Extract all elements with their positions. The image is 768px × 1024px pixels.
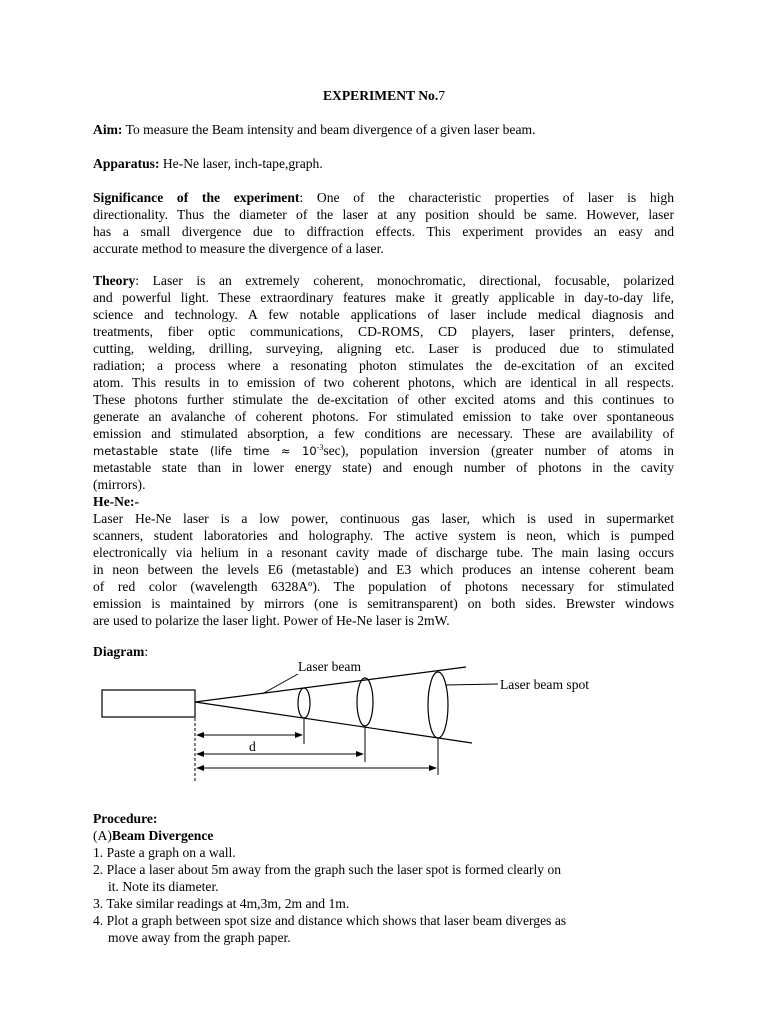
hene-paragraph-line: of red color (wavelength 6328Aº). The population of photons necessary for stimulated xyxy=(93,579,674,594)
procedure-step: 2. Place a laser about 5m away from the graph such the laser spot is formed clearly on xyxy=(93,862,562,877)
procedure-step: 1. Paste a graph on a wall. xyxy=(93,845,236,860)
hene-paragraph-line: in neon between the levels E6 (metastable) and E3 which produces an intense coherent beam xyxy=(93,562,674,577)
theory-paragraph-line: treatments, fiber optic communications, CD-ROMS, CD players, laser printers, defense, xyxy=(93,324,674,339)
procedure-step-continuation: move away from the graph paper. xyxy=(108,930,291,945)
significance-paragraph-line: Significance of the experiment: One of the characteristic properties of laser is high xyxy=(93,190,674,205)
arrowhead xyxy=(196,751,204,757)
procedure-step: 4. Plot a graph between spot size and distance which shows that laser beam diverges as xyxy=(93,913,567,928)
hene-heading: He-Ne:- xyxy=(93,494,140,509)
procedure-subheading: (A)Beam Divergence xyxy=(93,828,214,843)
arrowhead xyxy=(429,765,437,771)
theory-paragraph-line: (mirrors). xyxy=(93,477,146,492)
theory-paragraph-line: radiation; a process where a resonating photon stimulates the de-excitation of an excited xyxy=(93,358,674,373)
procedure-step-continuation: it. Note its diameter. xyxy=(108,879,219,894)
apparatus-line: Apparatus: He-Ne laser, inch-tape,graph. xyxy=(93,156,323,171)
theory-paragraph-line: atom. This results in to emission of two coherent photons, which are identical in all respects. xyxy=(93,375,674,390)
arrowhead xyxy=(356,751,364,757)
theory-paragraph-line: generate an avalanche of coherent photons. For stimulated emission to take over spontaneous xyxy=(93,409,674,424)
theory-paragraph-line: metastable state than in lower energy state) and enough number of photons in the cavity xyxy=(93,460,674,475)
procedure-heading: Procedure: xyxy=(93,811,158,826)
laser-beam-label: Laser beam xyxy=(298,659,362,674)
laser-source xyxy=(102,690,195,717)
theory-paragraph-line: These photons further stimulate the de-excitation of other excited atoms and this continues to xyxy=(93,392,674,407)
arrowhead xyxy=(196,765,204,771)
hene-paragraph-line: scanners, student laboratories and holography. The active system is neon, which is pumped xyxy=(93,528,674,543)
theory-paragraph-line: Theory: Laser is an extremely coherent, monochromatic, directional, focusable, polarized xyxy=(93,273,674,288)
beam-spot-small xyxy=(298,688,310,718)
distance-d-label: d xyxy=(249,739,256,754)
arrowhead xyxy=(196,732,204,738)
significance-paragraph-line: has a small divergence due to diffraction effects. This experiment provides an easy and xyxy=(93,224,674,239)
procedure-step: 3. Take similar readings at 4m,3m, 2m and 1m. xyxy=(93,896,350,911)
beam-lower-edge xyxy=(195,702,472,743)
significance-paragraph-line: accurate method to measure the divergence of a laser. xyxy=(93,241,384,256)
aim-line: Aim: To measure the Beam intensity and beam divergence of a given laser beam. xyxy=(93,122,536,137)
hene-paragraph-line: are used to polarize the laser light. Power of He-Ne laser is 2mW. xyxy=(93,613,450,628)
theory-paragraph-line: emission and stimulated absorption, a few conditions are necessary. These are availability of xyxy=(93,426,674,441)
spot-label-leader xyxy=(446,684,498,685)
hene-paragraph-line: Laser He-Ne laser is a low power, continuous gas laser, which is used in supermarket xyxy=(93,511,674,526)
diagram-label: Diagram: xyxy=(93,644,149,659)
theory-paragraph-line: science and technology. A few notable applications of laser include medical diagnosis and xyxy=(93,307,674,322)
laser-beam-spot-label: Laser beam spot xyxy=(500,677,590,692)
theory-metastable-line: metastable state (life time ≈ $10^{-3}\sec$), population inversion (greater number of atoms in xyxy=(93,443,674,458)
significance-paragraph-line: directionality. Thus the diameter of the laser at any position should be same. However, laser xyxy=(93,207,674,222)
beam-spot-medium xyxy=(357,678,373,726)
hene-paragraph-line: electronically via helium in a resonant cavity made of discharge tube. The main lasing occurs xyxy=(93,545,674,560)
hene-paragraph-line: emission is maintained by mirrors (one is semitransparent) on both sides. Brewster windows xyxy=(93,596,674,611)
page-title: EXPERIMENT No.7 xyxy=(322,88,446,103)
theory-paragraph-line: cutting, welding, drilling, surveying, aligning etc. Laser is produced due to stimulated xyxy=(93,341,674,356)
arrowhead xyxy=(295,732,303,738)
beam-spot-large xyxy=(428,672,448,738)
theory-paragraph-line: and powerful light. These extraordinary features make it greatly applicable in day-to-day life, xyxy=(93,290,674,305)
